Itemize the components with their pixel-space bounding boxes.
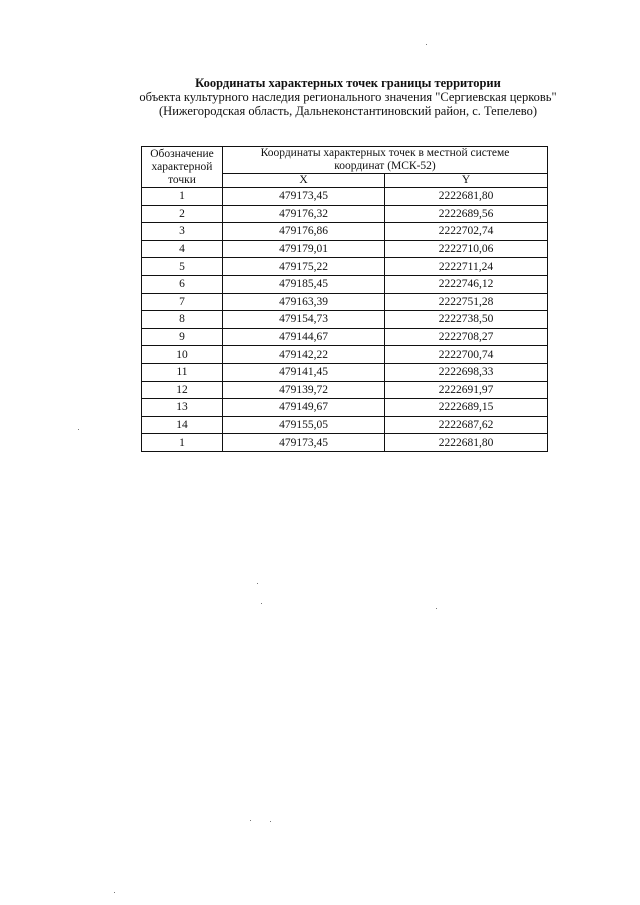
header-point-designation <box>142 147 223 188</box>
scan-speck <box>261 603 262 604</box>
cell-point: 9 <box>142 328 223 346</box>
cell-y: 2222689,15 <box>385 399 548 417</box>
cell-point: 1 <box>142 434 223 452</box>
scan-speck <box>78 429 79 430</box>
cell-point: 8 <box>142 311 223 329</box>
cell-y: 2222708,27 <box>385 328 548 346</box>
cell-y: 2222711,24 <box>385 258 548 276</box>
cell-x: 479149,67 <box>223 399 385 417</box>
scan-speck <box>270 821 271 822</box>
cell-y: 2222681,80 <box>385 188 548 206</box>
table-row <box>142 258 548 276</box>
table-row <box>142 188 548 206</box>
cell-point: 10 <box>142 346 223 364</box>
table-row <box>142 381 548 399</box>
scan-speck <box>257 583 258 584</box>
table-row <box>142 328 548 346</box>
document-title: Координаты характерных точек границы территории <box>195 76 501 90</box>
cell-point: 4 <box>142 240 223 258</box>
cell-x: 479144,67 <box>223 328 385 346</box>
cell-y: 2222751,28 <box>385 293 548 311</box>
cell-x: 479139,72 <box>223 381 385 399</box>
cell-x: 479141,45 <box>223 363 385 381</box>
cell-x: 479154,73 <box>223 311 385 329</box>
document-subtitle-line-2: (Нижегородская область, Дальнеконстантиновский район, с. Тепелево) <box>159 104 537 118</box>
cell-y: 2222710,06 <box>385 240 548 258</box>
table-row <box>142 240 548 258</box>
cell-y: 2222687,62 <box>385 416 548 434</box>
cell-point: 6 <box>142 275 223 293</box>
cell-x: 479175,22 <box>223 258 385 276</box>
table-row <box>142 223 548 241</box>
cell-point: 12 <box>142 381 223 399</box>
cell-y: 2222700,74 <box>385 346 548 364</box>
cell-y: 2222738,50 <box>385 311 548 329</box>
cell-y: 2222681,80 <box>385 434 548 452</box>
cell-point: 3 <box>142 223 223 241</box>
cell-point: 11 <box>142 363 223 381</box>
cell-y: 2222689,56 <box>385 205 548 223</box>
header-y: Y <box>385 174 548 188</box>
table-row <box>142 363 548 381</box>
cell-x: 479173,45 <box>223 188 385 206</box>
cell-point: 2 <box>142 205 223 223</box>
cell-x: 479176,32 <box>223 205 385 223</box>
header-coordinates <box>223 147 548 174</box>
table-row <box>142 346 548 364</box>
table-row <box>142 205 548 223</box>
table-row <box>142 311 548 329</box>
scan-speck <box>436 608 437 609</box>
header-point-line-2: характерной <box>151 160 213 173</box>
header-x: X <box>223 174 385 188</box>
table-row <box>142 399 548 417</box>
cell-point: 1 <box>142 188 223 206</box>
cell-y: 2222691,97 <box>385 381 548 399</box>
cell-x: 479176,86 <box>223 223 385 241</box>
header-point-line-3: точки <box>168 173 196 186</box>
cell-point: 14 <box>142 416 223 434</box>
cell-point: 13 <box>142 399 223 417</box>
cell-x: 479155,05 <box>223 416 385 434</box>
header-point-line-1: Обозначение <box>150 147 214 160</box>
coordinates-table <box>141 146 548 452</box>
table-row <box>142 434 548 452</box>
document-subtitle-line-1: объекта культурного наследия регионального значения "Сергиевская церковь" <box>139 90 557 104</box>
cell-x: 479179,01 <box>223 240 385 258</box>
scan-speck <box>250 820 251 821</box>
table-row <box>142 293 548 311</box>
cell-y: 2222698,33 <box>385 363 548 381</box>
cell-x: 479142,22 <box>223 346 385 364</box>
document-heading <box>0 76 640 118</box>
scan-speck <box>114 892 115 893</box>
table-row <box>142 416 548 434</box>
cell-x: 479173,45 <box>223 434 385 452</box>
cell-point: 5 <box>142 258 223 276</box>
cell-x: 479185,45 <box>223 275 385 293</box>
cell-x: 479163,39 <box>223 293 385 311</box>
cell-y: 2222746,12 <box>385 275 548 293</box>
table-row <box>142 275 548 293</box>
header-coordinates-line-1: Координаты характерных точек в местной системе <box>260 147 510 159</box>
cell-point: 7 <box>142 293 223 311</box>
header-coordinates-line-2: координат (МСК-52) <box>334 160 436 172</box>
cell-y: 2222702,74 <box>385 223 548 241</box>
scan-speck <box>426 44 427 45</box>
